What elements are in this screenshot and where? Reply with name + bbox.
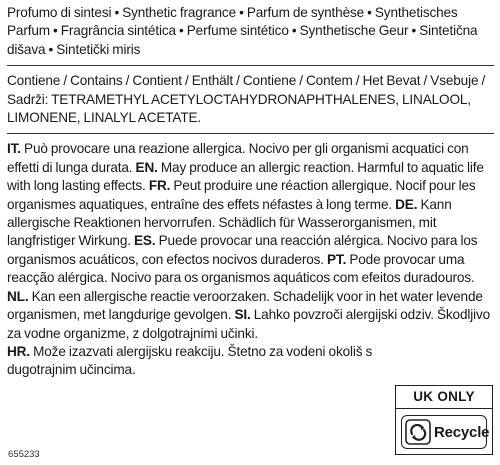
warning-text-de: Kann allergische Reaktionen hervorrufen. Schädlich für Wasserorganismen, mit langfristiger Wirkung. — [7, 196, 452, 249]
warning-code-es: ES. — [134, 233, 156, 249]
allergy-warnings — [7, 140, 494, 379]
warning-code-fr: FR. — [148, 178, 171, 194]
warning-code-de: DE. — [395, 196, 418, 212]
ingredients-statement: Contiene / Contains / Contient / Enthält / Contiene / Contem / Het Bevat / Vsebuje / Sadrži: TETRAMETHYL ACETYLOCTAHYDRONAPHTHALENES, LINALOOL, LIMONENE, LINALYL ACETATE. — [7, 73, 486, 126]
warning-text-si: Lahko povzroči alergijski odziv. Škodljivo za vodne organizme, z dolgotrajnimi učinki. — [7, 307, 491, 341]
warning-code-pt: PT. — [327, 251, 347, 267]
recycle-label: Recycle — [434, 423, 490, 441]
warning-text-en: May produce an allergic reaction. Harmful to aquatic life with long lasting effects. — [7, 159, 484, 194]
warning-text-pt: Pode provocar uma reacção alérgica. Nocivo para os organismos aquáticos com efeitos duradouros. — [7, 251, 475, 286]
uk-recycle-box — [395, 385, 493, 455]
warning-tail — [7, 343, 387, 380]
uk-only-label: UK ONLY — [396, 386, 492, 409]
warning-text-nl: Kan een allergische reactie veroorzaken. Schadelijk voor in het water levende organismen, met langdurige gevolgen. — [7, 288, 483, 323]
warning-code-en: EN. — [135, 159, 158, 175]
product-code: 655233 — [8, 449, 40, 460]
warning-code-hr: HR. — [7, 343, 30, 359]
recycle-arrows-icon — [405, 419, 431, 445]
fragrance-statement: Profumo di sintesi • Synthetic fragrance • Parfum de synthèse • Synthetisches Parfum • Fragrância sintética • Perfume sintético • Synthetische Geur • Sintetična dišava • Sintetički miris — [7, 5, 478, 57]
warning-text-it: Può provocare una reazione allergica. Nocivo per gli organismi acquatici con effetti di lunga durata. — [7, 141, 469, 175]
section-divider-1 — [7, 65, 494, 66]
warning-code-si: SI. — [234, 307, 251, 323]
warning-text-hr: Može izazvati alergijsku reakciju. Štetno za vodeni okoliš s dugotrajnim učincima. — [7, 343, 373, 378]
warning-text-fr: Peut produire une réaction allergique. Nocif pour les organismes aquatiques, entraîne des effets néfastes à long terme. — [7, 178, 476, 212]
section-divider-2 — [7, 133, 494, 134]
warning-code-nl: NL. — [7, 288, 29, 304]
warning-text-es: Puede provocar una reacción alérgica. Nocivo para los organismos acuáticos, con efectos nocivos duraderos. — [7, 233, 478, 267]
recycle-badge — [401, 415, 490, 449]
warning-code-it: IT. — [7, 141, 21, 157]
